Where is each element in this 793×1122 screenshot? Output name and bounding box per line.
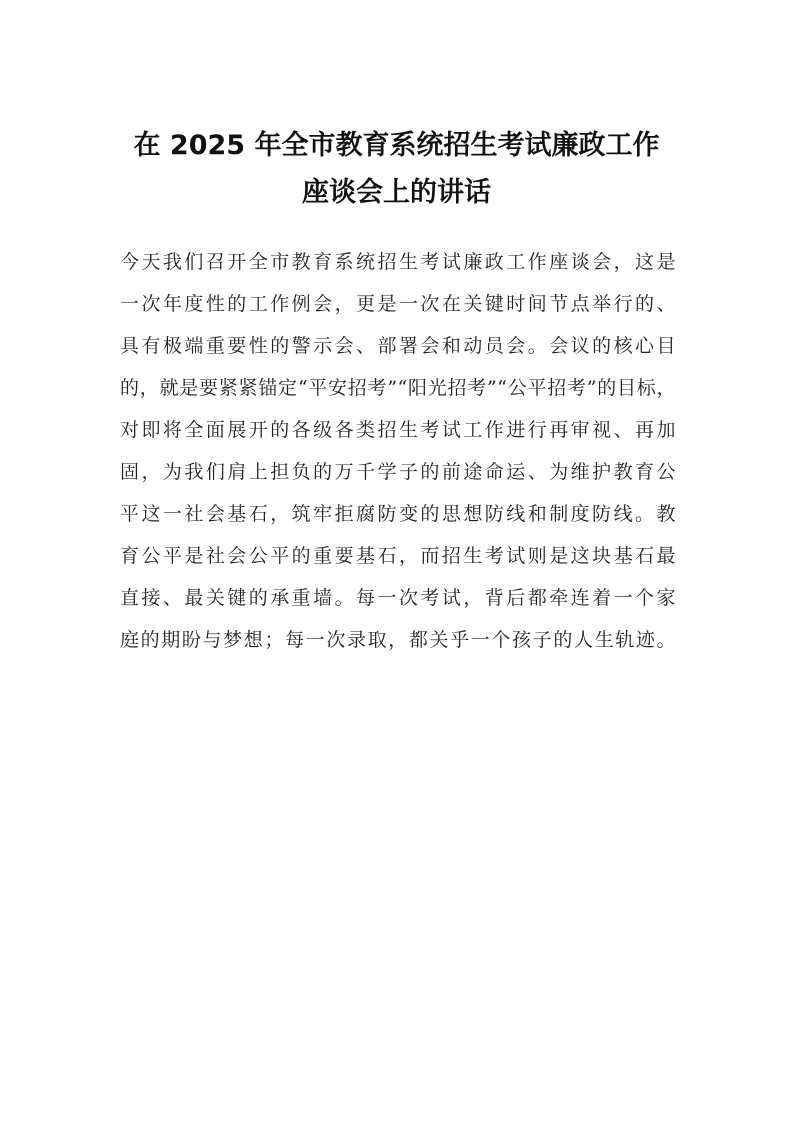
document-title-line-2: 座谈会上的讲话	[302, 177, 491, 208]
paragraph-line: 育公平是社会公平的重要基石，而招生考试则是这块基石最	[120, 545, 676, 567]
document-title-line-1: 在 2025 年全市教育系统招生考试廉政工作	[133, 130, 660, 161]
paragraph-line: 一次年度性的工作例会，更是一次在关键时间节点举行的、	[120, 293, 676, 315]
paragraph-line: 直接、最关键的承重墙。每一次考试，背后都牵连着一个家	[120, 587, 676, 609]
paragraph-line: 的，就是要紧紧锚定“平安招考”“阳光招考”“公平招考”的目标，	[120, 377, 676, 399]
paragraph-line: 今天我们召开全市教育系统招生考试廉政工作座谈会，这是	[120, 251, 676, 273]
paragraph-line: 固，为我们肩上担负的万千学子的前途命运、为维护教育公	[120, 461, 676, 483]
paragraph-line: 平这一社会基石，筑牢拒腐防变的思想防线和制度防线。教	[120, 503, 676, 525]
paragraph-line: 具有极端重要性的警示会、部署会和动员会。会议的核心目	[120, 335, 676, 357]
body-paragraph	[120, 241, 676, 661]
paragraph-line: 对即将全面展开的各级各类招生考试工作进行再审视、再加	[120, 419, 676, 441]
paragraph-line: 庭的期盼与梦想；每一次录取，都关乎一个孩子的人生轨迹。	[120, 629, 676, 651]
